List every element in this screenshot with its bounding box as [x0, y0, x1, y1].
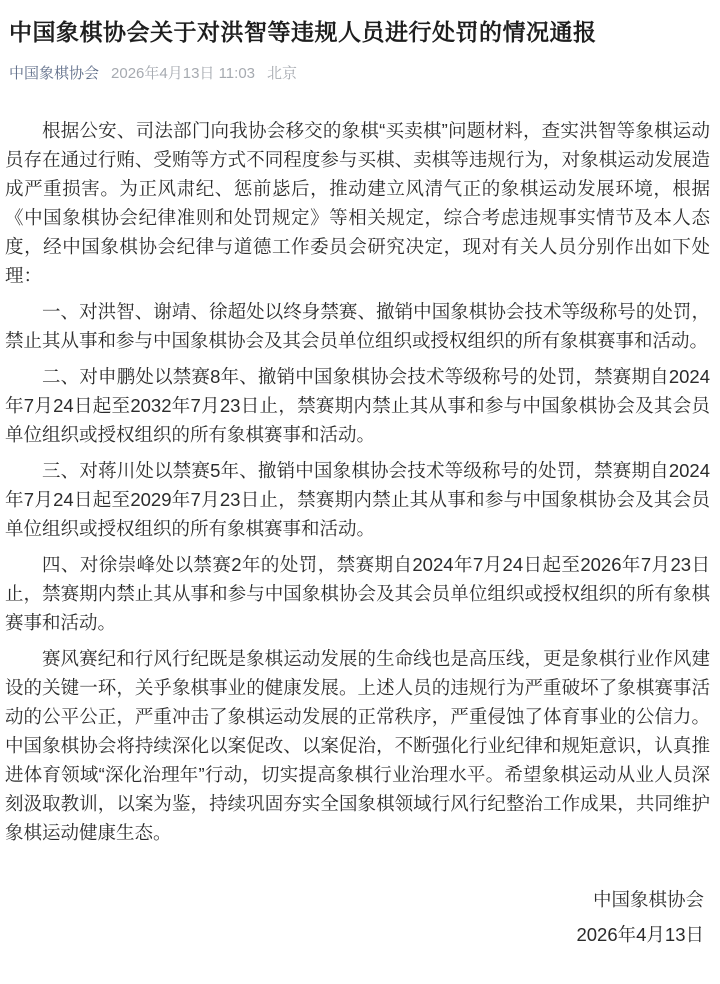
article-body: [5, 116, 710, 847]
author-link[interactable]: 中国象棋协会: [9, 65, 100, 82]
paragraph-penalty-4: 四、对徐崇峰处以禁赛2年的处罚，禁赛期自2024年7月24日起至2026年7月23日止，禁赛期内禁止其从事和参与中国象棋协会及其会员单位组织或授权组织的所有象棋赛事和活动。: [5, 554, 710, 633]
paragraph-conclusion: 赛风赛纪和行风行纪既是象棋运动发展的生命线也是高压线，更是象棋行业作风建设的关键一环，关乎象棋事业的健康发展。上述人员的违规行为严重破坏了象棋赛事活动的公平公正，严重冲击了象棋运动发展的正常秩序，严重侵蚀了体育事业的公信力。中国象棋协会将持续深化以案促改、以案促治，不断强化行业纪律和规矩意识，认真推进体育领域“深化治理年”行动，切实提高象棋行业治理水平。希望象棋运动从业人员深刻汲取教训，以案为鉴，持续巩固夯实全国象棋领域行风行纪整治工作成果，共同维护象棋运动健康生态。: [5, 648, 710, 843]
signature-date: 2026年4月13日: [576, 924, 704, 945]
signature-block: [5, 885, 710, 949]
paragraph-penalty-1: 一、对洪智、谢靖、徐超处以终身禁赛、撤销中国象棋协会技术等级称号的处罚，禁止其从事和参与中国象棋协会及其会员单位组织或授权组织的所有象棋赛事和活动。: [5, 301, 710, 351]
paragraph-intro: 根据公安、司法部门向我协会移交的象棋“买卖棋”问题材料，查实洪智等象棋运动员存在通过行贿、受贿等方式不同程度参与买棋、卖棋等违规行为，对象棋运动发展造成严重损害。为正风肃纪、惩前毖后，推动建立风清气正的象棋运动发展环境，根据《中国象棋协会纪律准则和处罚规定》等相关规定，综合考虑违规事实情节及本人态度，经中国象棋协会纪律与道德工作委员会研究决定，现对有关人员分别作出如下处理：: [5, 120, 710, 286]
publish-datetime: 2026年4月13日 11:03: [111, 65, 256, 82]
paragraph-penalty-2: 二、对申鹏处以禁赛8年、撤销中国象棋协会技术等级称号的处罚，禁赛期自2024年7月24日起至2032年7月23日止，禁赛期内禁止其从事和参与中国象棋协会及其会员单位组织或授权组织的所有象棋赛事和活动。: [5, 366, 710, 445]
article-page: [0, 16, 720, 949]
publish-location: 北京: [267, 65, 298, 82]
article-title: 中国象棋协会关于对洪智等违规人员进行处罚的情况通报: [9, 19, 597, 45]
paragraph-penalty-3: 三、对蒋川处以禁赛5年、撤销中国象棋协会技术等级称号的处罚，禁赛期自2024年7月24日起至2029年7月23日止，禁赛期内禁止其从事和参与中国象棋协会及其会员单位组织或授权组织的所有象棋赛事和活动。: [5, 460, 710, 539]
byline: [5, 63, 710, 84]
signature-org: 中国象棋协会: [592, 889, 704, 910]
